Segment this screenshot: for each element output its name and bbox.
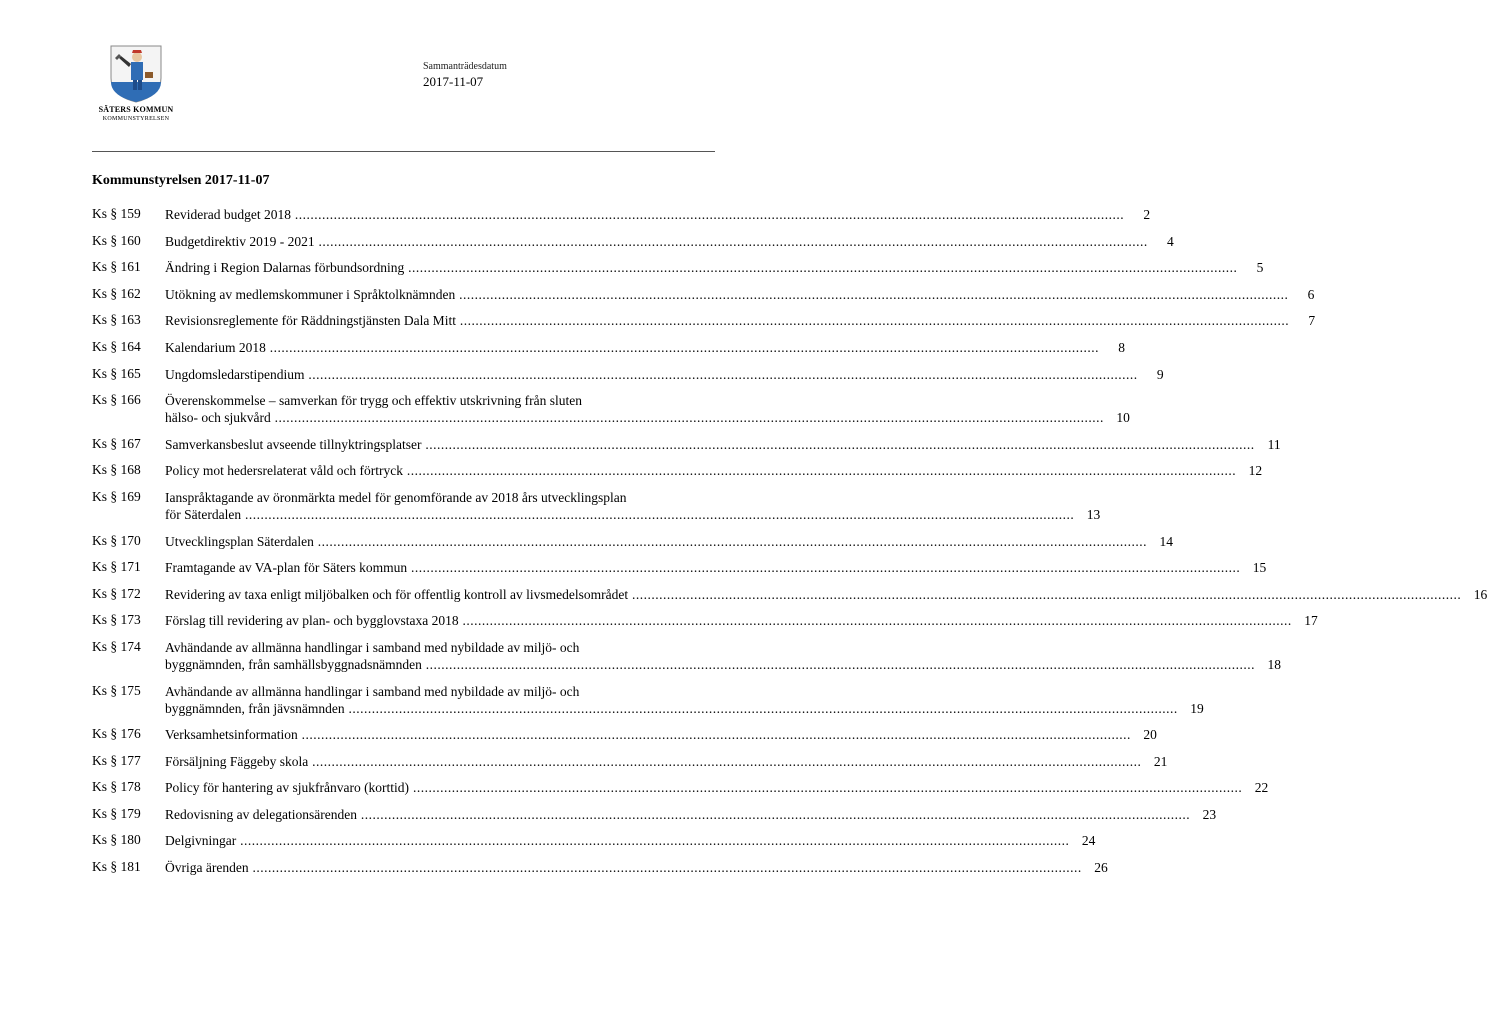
toc-entry-number: Ks § 177 — [92, 752, 141, 768]
toc-entry-title: Budgetdirektiv 2019 - 2021 — [165, 233, 315, 249]
toc-entry[interactable] — [92, 829, 1096, 849]
toc-entry-page: 22 — [1254, 780, 1269, 796]
toc-entry-number: Ks § 169 — [92, 488, 141, 504]
toc-entry[interactable] — [92, 283, 1315, 303]
toc-entry-page: 17 — [1304, 613, 1318, 629]
toc-entry-title: Överenskommelse – samverkan för trygg och effektiv utskrivning från sluten — [165, 393, 583, 409]
toc-entry-page: 23 — [1202, 806, 1217, 822]
toc-entry-page: 4 — [1166, 233, 1174, 249]
table-of-contents — [92, 203, 1487, 883]
toc-entry[interactable] — [92, 256, 1264, 276]
toc-entry-title: byggnämnden, från jävsnämnden — [165, 700, 345, 716]
header-divider — [92, 151, 715, 152]
toc-entry[interactable] — [92, 530, 1173, 550]
toc-entry-title: för Säterdalen — [165, 506, 242, 522]
toc-entry-number: Ks § 178 — [92, 779, 141, 795]
org-name: SÄTERS KOMMUN — [98, 105, 174, 114]
coat-of-arms-icon — [107, 42, 165, 104]
toc-entry[interactable] — [92, 609, 1318, 629]
toc-entry-page: 26 — [1094, 860, 1108, 876]
toc-entry-number: Ks § 172 — [92, 585, 141, 601]
toc-entry[interactable] — [92, 856, 1108, 876]
toc-entry-page: 7 — [1308, 313, 1316, 329]
toc-entry-title: Förslag till revidering av plan- och bygglovstaxa 2018 — [165, 613, 459, 629]
toc-entry-number: Ks § 165 — [92, 365, 141, 381]
toc-entry-page: 9 — [1156, 366, 1164, 382]
toc-entry-number: Ks § 173 — [92, 612, 141, 628]
toc-entry[interactable] — [92, 459, 1263, 479]
toc-entry-page: 6 — [1307, 286, 1315, 302]
toc-entry-page: 19 — [1190, 700, 1204, 716]
toc-entry-number: Ks § 171 — [92, 559, 141, 575]
toc-entry-page: 16 — [1473, 586, 1487, 602]
toc-entry-title: Reviderad budget 2018 — [165, 207, 291, 222]
toc-entry-number: Ks § 167 — [92, 435, 141, 451]
toc-entry-page: 14 — [1159, 533, 1173, 549]
toc-entry-title: Revisionsreglemente för Räddningstjänsten Dala Mitt — [165, 313, 456, 329]
toc-entry[interactable] — [92, 486, 1101, 523]
toc-entry[interactable] — [92, 230, 1174, 250]
meeting-date: 2017-11-07 — [423, 74, 484, 89]
toc-entry-number: Ks § 160 — [92, 232, 141, 248]
toc-entry-page: 11 — [1267, 436, 1281, 452]
toc-entry-page: 20 — [1143, 727, 1157, 743]
toc-entry-title: Ändring i Region Dalarnas förbundsordning — [165, 260, 405, 276]
toc-entry[interactable] — [92, 723, 1157, 743]
toc-entry-title: Redovisning av delegationsärenden — [165, 806, 357, 822]
toc-entry-number: Ks § 163 — [92, 312, 141, 328]
toc-entry-number: Ks § 161 — [92, 259, 141, 275]
toc-entry-page: 18 — [1267, 656, 1281, 672]
toc-entry-page: 2 — [1143, 207, 1151, 222]
toc-entry-number: Ks § 179 — [92, 805, 141, 821]
toc-entry-title: Policy mot hedersrelaterat våld och förtryck — [165, 463, 404, 479]
toc-entry-title: Framtagande av VA-plan för Säters kommun — [165, 560, 408, 576]
toc-entry-number: Ks § 181 — [92, 859, 141, 875]
toc-entry-page: 24 — [1081, 833, 1096, 849]
toc-entry[interactable] — [92, 336, 1125, 356]
toc-entry-number: Ks § 175 — [92, 682, 141, 698]
toc-entry[interactable] — [92, 636, 1281, 673]
toc-entry[interactable] — [92, 556, 1267, 576]
toc-entry[interactable] — [92, 389, 1130, 426]
toc-entry[interactable] — [92, 203, 1151, 223]
toc-entry-page: 12 — [1248, 463, 1263, 479]
toc-entry-page: 10 — [1116, 410, 1130, 426]
toc-entry-title: Utvecklingsplan Säterdalen — [165, 533, 314, 549]
toc-entry-title: Ianspråktagande av öronmärkta medel för genomförande av 2018 års utvecklingsplan — [165, 489, 627, 505]
toc-entry-title: byggnämnden, från samhällsbyggnadsnämnden — [165, 656, 422, 672]
toc-entry-title: Revidering av taxa enligt miljöbalken och för offentlig kontroll av livsmedelsområdet — [165, 586, 629, 602]
toc-entry-title: Policy för hantering av sjukfrånvaro (korttid) — [165, 780, 410, 796]
toc-entry-page: 21 — [1153, 753, 1168, 769]
toc-entry-title: Samverkansbeslut avseende tillnyktringsplatser — [165, 436, 422, 452]
meeting-date-label: Sammanträdesdatum — [423, 61, 507, 72]
page-title: Kommunstyrelsen 2017-11-07 — [92, 173, 270, 188]
toc-entry-title: Verksamhetsinformation — [165, 727, 298, 743]
toc-entry-page: 13 — [1086, 506, 1101, 522]
toc-entry-title: Kalendarium 2018 — [165, 339, 266, 355]
toc-entry-page: 8 — [1118, 339, 1125, 355]
toc-entry[interactable] — [92, 680, 1204, 717]
toc-entry-title: Avhändande av allmänna handlingar i samband med nybildade av miljö- och — [165, 639, 580, 655]
municipality-logo — [95, 42, 177, 122]
org-subtitle: KOMMUNSTYRELSEN — [102, 116, 170, 122]
toc-entry-number: Ks § 180 — [92, 832, 141, 848]
toc-entry-number: Ks § 170 — [92, 532, 141, 548]
toc-entry[interactable] — [92, 803, 1217, 823]
toc-entry[interactable] — [92, 776, 1269, 796]
toc-entry-title: Delgivningar — [165, 833, 237, 849]
toc-entry-title: Övriga ärenden — [165, 860, 249, 876]
toc-entry[interactable] — [92, 433, 1281, 453]
toc-entry[interactable] — [92, 750, 1168, 770]
toc-entry[interactable] — [92, 363, 1164, 383]
toc-entry-number: Ks § 174 — [92, 638, 141, 654]
toc-entry-title: Utökning av medlemskommuner i Språktolknämnden — [165, 286, 456, 302]
toc-entry-number: Ks § 168 — [92, 462, 141, 478]
toc-entry-title: Ungdomsledarstipendium — [165, 366, 305, 382]
toc-entry-number: Ks § 162 — [92, 285, 141, 301]
toc-entry-title: Avhändande av allmänna handlingar i samband med nybildade av miljö- och — [165, 683, 580, 699]
toc-entry[interactable] — [92, 583, 1487, 603]
toc-entry-title: hälso- och sjukvård — [165, 410, 271, 426]
toc-entry-number: Ks § 164 — [92, 338, 141, 354]
toc-entry-page: 5 — [1256, 260, 1264, 276]
toc-entry-number: Ks § 166 — [92, 392, 141, 408]
toc-entry-title: Försäljning Fäggeby skola — [165, 753, 309, 769]
toc-entry-number: Ks § 176 — [92, 726, 141, 742]
toc-entry-number: Ks § 159 — [92, 206, 141, 221]
toc-entry-page: 15 — [1252, 560, 1267, 576]
toc-entry[interactable] — [92, 309, 1316, 329]
